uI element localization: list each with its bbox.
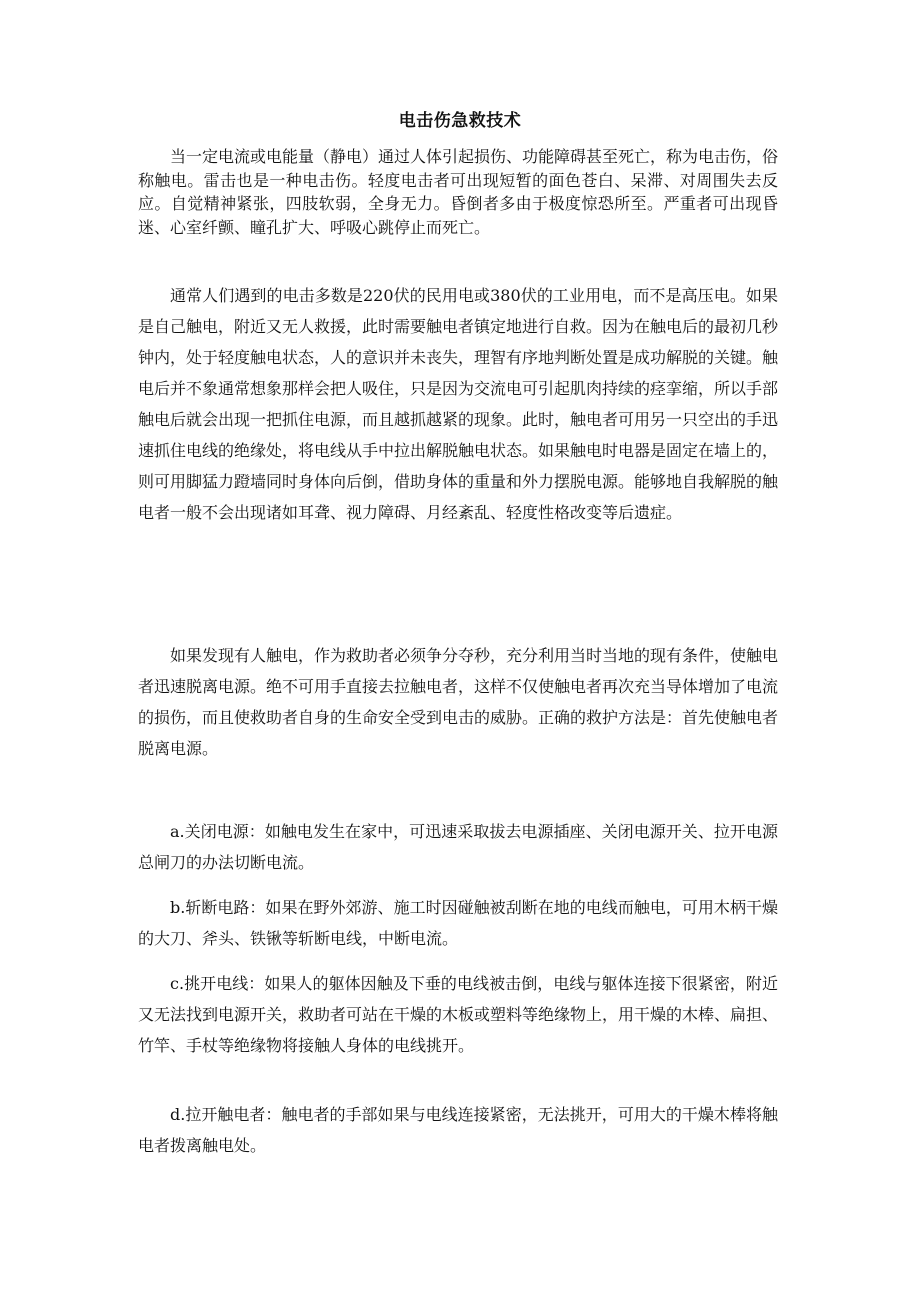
paragraph-definition: 当一定电流或电能量（静电）通过人体引起损伤、功能障碍甚至死亡，称为电击伤，俗称触电。雷击也是一种电击伤。轻度电击者可出现短暂的面色苍白、呆滞、对周围失去反应。自觉精神紧张，四肢软弱，全身无力。昏倒者多由于极度惊恐所至。严重者可出现昏迷、心室纤颤、瞳孔扩大、呼吸心跳停止而死亡。	[138, 147, 779, 237]
paragraph-step-a: a.关闭电源：如触电发生在家中，可迅速采取拔去电源插座、关闭电源开关、拉开电源总闸刀的办法切断电流。	[138, 822, 778, 872]
paragraph-self-rescue: 通常人们遇到的电击多数是220伏的民用电或380伏的工业用电，而不是高压电。如果是自己触电，附近又无人救援，此时需要触电者镇定地进行自救。因为在触电后的最初几秒钟内，处于轻度触电状态，人的意识并未丧失，理智有序地判断处置是成功解脱的关键。触电后并不象通常想象那样会把人吸住，只是因为交流电可引起肌肉持续的痉挛缩，所以手部触电后就会出现一把抓住电源，而且越抓越紧的现象。此时，触电者可用另一只空出的手迅速抓住电线的绝缘处，将电线从手中拉出解脱触电状态。如果触电时电器是固定在墙上的，则可用脚猛力蹬墙同时身体向后倒，借助身体的重量和外力摆脱电源。能够地自我解脱的触电者一般不会出现诸如耳聋、视力障碍、月经紊乱、轻度性格改变等后遗症。	[138, 286, 779, 522]
paragraph-step-d: d.拉开触电者：触电者的手部如果与电线连接紧密，无法挑开，可用大的干燥木棒将触电者拨离触电处。	[138, 1105, 778, 1155]
paragraph-rescuer: 如果发现有人触电，作为救助者必须争分夺秒，充分利用当时当地的现有条件，使触电者迅速脱离电源。绝不可用手直接去拉触电者，这样不仅使触电者再次充当导体增加了电流的损伤，而且使救助者自身的生命安全受到电击的威胁。正确的救护方法是：首先使触电者脱离电源。	[138, 646, 779, 758]
document-title: 电击伤急救技术	[398, 111, 522, 131]
paragraph-step-c: c.挑开电线：如果人的躯体因触及下垂的电线被击倒，电线与躯体连接下很紧密，附近又无法找到电源开关，救助者可站在干燥的木板或塑料等绝缘物上，用干燥的木棒、扁担、竹竿、手杖等绝缘物将接触人身体的电线挑开。	[138, 974, 779, 1055]
paragraph-step-b: b.斩断电路：如果在野外郊游、施工时因碰触被刮断在地的电线而触电，可用木柄干燥的大刀、斧头、铁锹等斩断电线，中断电流。	[138, 898, 778, 948]
